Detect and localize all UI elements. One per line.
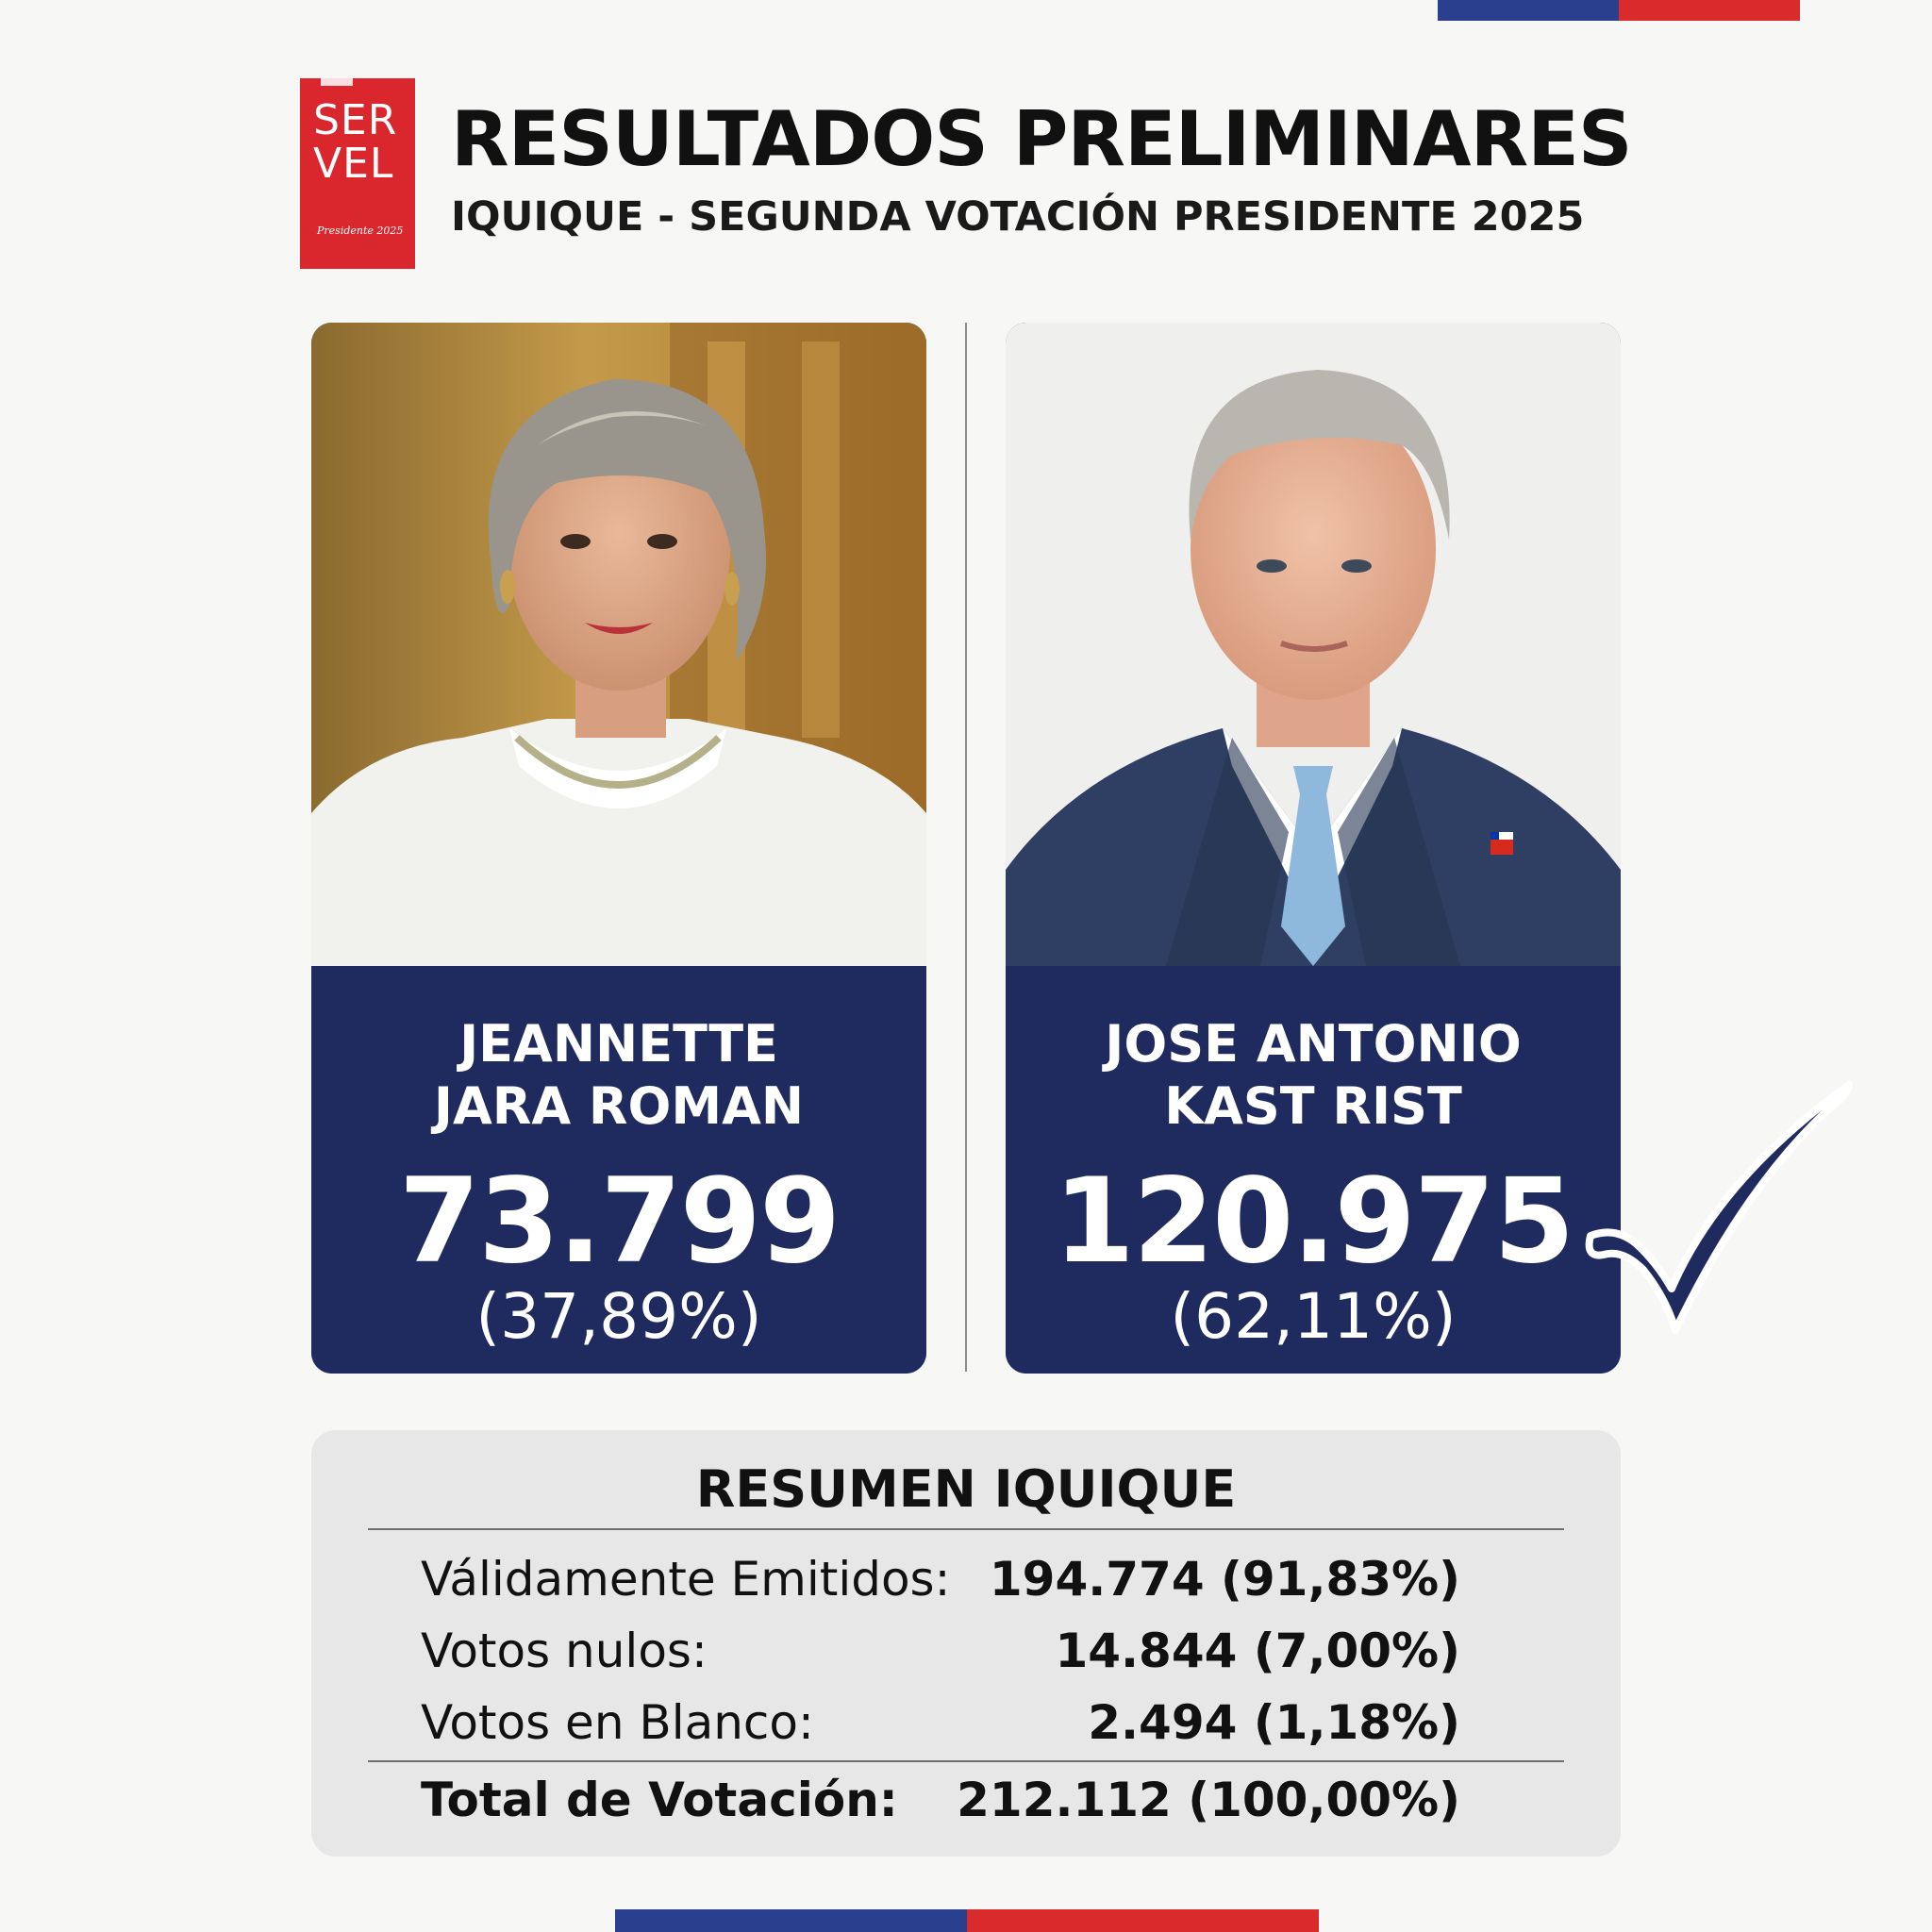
summary-row-nulos — [421, 1619, 1460, 1683]
candidate-card-jara — [311, 323, 926, 1374]
summary-divider-bottom — [368, 1760, 1564, 1762]
candidate-name-line-2: KAST RIST — [1164, 1076, 1462, 1136]
checkmark-icon — [1577, 1075, 1860, 1340]
candidate-name-line-1: JEANNETTE — [459, 1014, 778, 1074]
candidate-percent: (37,89%) — [475, 1280, 762, 1353]
summary-row-label: Votos en Blanco: — [421, 1695, 814, 1750]
summary-panel — [311, 1430, 1621, 1857]
candidate-info-jara — [311, 966, 926, 1374]
summary-row-value: 2.494 (1,18%) — [1088, 1695, 1460, 1750]
logo-accent — [321, 78, 353, 86]
summary-divider-top — [368, 1528, 1564, 1530]
candidate-card-kast — [1006, 323, 1621, 1374]
summary-title: RESUMEN IQUIQUE — [695, 1459, 1237, 1519]
candidate-percent: (62,11%) — [1170, 1280, 1457, 1353]
logo-subtext: Presidente 2025 — [317, 225, 404, 237]
page-title: RESULTADOS PRELIMINARES — [451, 95, 1632, 183]
summary-row-label: Válidamente Emitidos: — [421, 1552, 951, 1607]
flag-stripe-top — [1438, 0, 1800, 21]
summary-row-blanco — [421, 1690, 1460, 1755]
candidate-name — [1006, 1013, 1621, 1138]
candidate-votes: 120.975 — [1053, 1154, 1574, 1290]
flag-stripe-bottom — [615, 1909, 1319, 1932]
candidate-photo-kast — [1006, 323, 1621, 966]
summary-row-validos — [421, 1547, 1460, 1611]
candidate-info-kast — [1006, 966, 1621, 1374]
summary-row-total — [421, 1768, 1460, 1832]
summary-row-label: Votos nulos: — [421, 1624, 708, 1678]
candidate-name-line-1: JOSE ANTONIO — [1105, 1014, 1522, 1074]
candidate-name-line-2: JARA ROMAN — [433, 1076, 805, 1136]
center-divider — [965, 323, 967, 1372]
flag-stripe-blue — [615, 1909, 967, 1932]
summary-row-value: 194.774 (91,83%) — [989, 1552, 1460, 1607]
flag-stripe-red — [967, 1909, 1319, 1932]
summary-row-value: 14.844 (7,00%) — [1055, 1624, 1460, 1678]
page-subtitle: IQUIQUE - SEGUNDA VOTACIÓN PRESIDENTE 2025 — [451, 193, 1585, 241]
candidate-votes: 73.799 — [398, 1154, 840, 1290]
candidate-name — [311, 1013, 926, 1138]
summary-total-value: 212.112 (100,00%) — [957, 1773, 1460, 1827]
logo-line-1: SER — [313, 96, 398, 144]
summary-total-label: Total de Votación: — [421, 1773, 898, 1827]
servel-logo — [300, 78, 415, 269]
flag-stripe-blue — [1438, 0, 1619, 21]
logo-line-2: VEL — [313, 140, 394, 188]
candidate-photo-jara — [311, 323, 926, 966]
flag-stripe-red — [1619, 0, 1800, 21]
